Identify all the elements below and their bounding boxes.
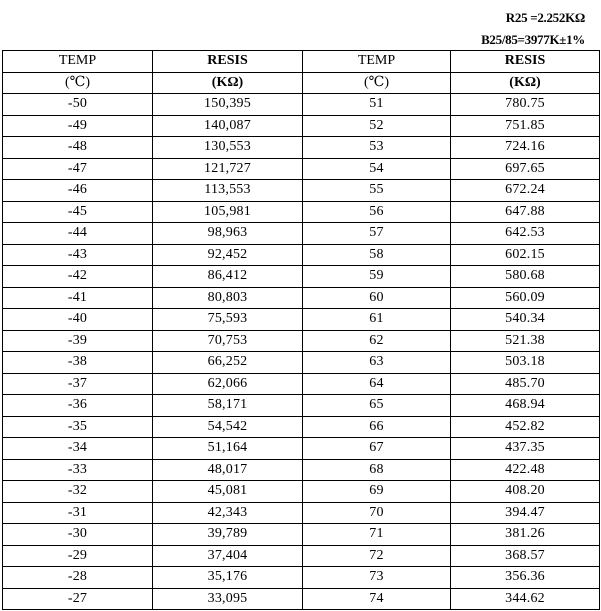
resis-right-cell: 672.24 bbox=[451, 180, 600, 202]
temp-right-cell: 71 bbox=[303, 524, 451, 546]
resis-right-cell: 503.18 bbox=[451, 352, 600, 374]
table-row bbox=[3, 373, 600, 395]
resis-left-cell: 62,066 bbox=[153, 373, 303, 395]
table-body bbox=[3, 94, 600, 610]
header-temp-left: TEMP bbox=[3, 51, 153, 73]
resis-right-cell: 751.85 bbox=[451, 115, 600, 137]
temp-left-cell: -36 bbox=[3, 395, 153, 417]
table-row bbox=[3, 567, 600, 589]
temp-right-cell: 56 bbox=[303, 201, 451, 223]
resis-left-cell: 150,395 bbox=[153, 94, 303, 116]
temp-right-cell: 58 bbox=[303, 244, 451, 266]
temp-right-cell: 54 bbox=[303, 158, 451, 180]
resis-left-cell: 86,412 bbox=[153, 266, 303, 288]
resis-left-cell: 105,981 bbox=[153, 201, 303, 223]
temp-left-cell: -44 bbox=[3, 223, 153, 245]
header-row-labels bbox=[3, 51, 600, 73]
resis-left-cell: 130,553 bbox=[153, 137, 303, 159]
table-row bbox=[3, 201, 600, 223]
temp-left-cell: -45 bbox=[3, 201, 153, 223]
header-resis-left: RESIS bbox=[153, 51, 303, 73]
temp-left-cell: -30 bbox=[3, 524, 153, 546]
table-row bbox=[3, 524, 600, 546]
temp-left-cell: -39 bbox=[3, 330, 153, 352]
resis-right-cell: 344.62 bbox=[451, 588, 600, 610]
temp-left-cell: -48 bbox=[3, 137, 153, 159]
resis-right-cell: 697.65 bbox=[451, 158, 600, 180]
table-row bbox=[3, 352, 600, 374]
temp-right-cell: 72 bbox=[303, 545, 451, 567]
resis-right-cell: 724.16 bbox=[451, 137, 600, 159]
table-row bbox=[3, 588, 600, 610]
table-row bbox=[3, 416, 600, 438]
resis-right-cell: 422.48 bbox=[451, 459, 600, 481]
temp-right-cell: 67 bbox=[303, 438, 451, 460]
table-row bbox=[3, 330, 600, 352]
resis-right-cell: 368.57 bbox=[451, 545, 600, 567]
resis-left-cell: 58,171 bbox=[153, 395, 303, 417]
table-row bbox=[3, 395, 600, 417]
temp-right-cell: 74 bbox=[303, 588, 451, 610]
resis-left-cell: 70,753 bbox=[153, 330, 303, 352]
resis-right-cell: 642.53 bbox=[451, 223, 600, 245]
header-temp-right: TEMP bbox=[303, 51, 451, 73]
resis-left-cell: 33,095 bbox=[153, 588, 303, 610]
temp-left-cell: -47 bbox=[3, 158, 153, 180]
temp-left-cell: -35 bbox=[3, 416, 153, 438]
table-row bbox=[3, 545, 600, 567]
resis-left-cell: 48,017 bbox=[153, 459, 303, 481]
resis-right-cell: 521.38 bbox=[451, 330, 600, 352]
resis-right-cell: 780.75 bbox=[451, 94, 600, 116]
temp-right-cell: 70 bbox=[303, 502, 451, 524]
temp-left-cell: -50 bbox=[3, 94, 153, 116]
temp-left-cell: -28 bbox=[3, 567, 153, 589]
temp-right-cell: 51 bbox=[303, 94, 451, 116]
table-row bbox=[3, 244, 600, 266]
resis-right-cell: 602.15 bbox=[451, 244, 600, 266]
temp-left-cell: -32 bbox=[3, 481, 153, 503]
table-row bbox=[3, 502, 600, 524]
resis-left-cell: 54,542 bbox=[153, 416, 303, 438]
temp-left-cell: -37 bbox=[3, 373, 153, 395]
resis-left-cell: 42,343 bbox=[153, 502, 303, 524]
table-row bbox=[3, 158, 600, 180]
resis-left-cell: 92,452 bbox=[153, 244, 303, 266]
resis-left-cell: 39,789 bbox=[153, 524, 303, 546]
table-row bbox=[3, 481, 600, 503]
temp-right-cell: 60 bbox=[303, 287, 451, 309]
resis-right-cell: 468.94 bbox=[451, 395, 600, 417]
temp-right-cell: 61 bbox=[303, 309, 451, 331]
temp-left-cell: -31 bbox=[3, 502, 153, 524]
resis-right-cell: 437.35 bbox=[451, 438, 600, 460]
table-row bbox=[3, 94, 600, 116]
resis-right-cell: 580.68 bbox=[451, 266, 600, 288]
table-row bbox=[3, 438, 600, 460]
resis-right-cell: 560.09 bbox=[451, 287, 600, 309]
temp-right-cell: 63 bbox=[303, 352, 451, 374]
table-row bbox=[3, 223, 600, 245]
temp-left-cell: -49 bbox=[3, 115, 153, 137]
temp-right-cell: 65 bbox=[303, 395, 451, 417]
temp-left-cell: -41 bbox=[3, 287, 153, 309]
resis-right-cell: 452.82 bbox=[451, 416, 600, 438]
header-row-units bbox=[3, 72, 600, 94]
unit-resis-right: (KΩ) bbox=[451, 72, 600, 94]
temp-left-cell: -33 bbox=[3, 459, 153, 481]
temp-left-cell: -38 bbox=[3, 352, 153, 374]
header-resis-right: RESIS bbox=[451, 51, 600, 73]
resis-left-cell: 98,963 bbox=[153, 223, 303, 245]
temp-right-cell: 59 bbox=[303, 266, 451, 288]
resis-left-cell: 35,176 bbox=[153, 567, 303, 589]
temp-left-cell: -29 bbox=[3, 545, 153, 567]
temp-left-cell: -34 bbox=[3, 438, 153, 460]
temp-right-cell: 62 bbox=[303, 330, 451, 352]
resis-left-cell: 66,252 bbox=[153, 352, 303, 374]
temp-left-cell: -40 bbox=[3, 309, 153, 331]
temp-left-cell: -27 bbox=[3, 588, 153, 610]
table-row bbox=[3, 115, 600, 137]
temp-right-cell: 64 bbox=[303, 373, 451, 395]
r25-spec: R25 =2.252KΩ bbox=[505, 10, 585, 25]
b-value-spec: B25/85=3977K±1% bbox=[481, 32, 585, 47]
resis-right-cell: 356.36 bbox=[451, 567, 600, 589]
temp-right-cell: 66 bbox=[303, 416, 451, 438]
temp-left-cell: -42 bbox=[3, 266, 153, 288]
resis-left-cell: 37,404 bbox=[153, 545, 303, 567]
table-row bbox=[3, 459, 600, 481]
table-row bbox=[3, 287, 600, 309]
resis-right-cell: 647.88 bbox=[451, 201, 600, 223]
unit-temp-right: (℃) bbox=[303, 72, 451, 94]
temp-right-cell: 57 bbox=[303, 223, 451, 245]
unit-temp-left: (℃) bbox=[3, 72, 153, 94]
temp-left-cell: -43 bbox=[3, 244, 153, 266]
resis-right-cell: 485.70 bbox=[451, 373, 600, 395]
table-row bbox=[3, 137, 600, 159]
resis-left-cell: 51,164 bbox=[153, 438, 303, 460]
table-row bbox=[3, 266, 600, 288]
resis-left-cell: 113,553 bbox=[153, 180, 303, 202]
resis-left-cell: 45,081 bbox=[153, 481, 303, 503]
resis-left-cell: 121,727 bbox=[153, 158, 303, 180]
resis-left-cell: 140,087 bbox=[153, 115, 303, 137]
resistance-temperature-table bbox=[2, 50, 600, 610]
temp-right-cell: 53 bbox=[303, 137, 451, 159]
table-row bbox=[3, 309, 600, 331]
temp-right-cell: 69 bbox=[303, 481, 451, 503]
resis-right-cell: 540.34 bbox=[451, 309, 600, 331]
resis-right-cell: 394.47 bbox=[451, 502, 600, 524]
temp-right-cell: 55 bbox=[303, 180, 451, 202]
temp-right-cell: 52 bbox=[303, 115, 451, 137]
resis-left-cell: 75,593 bbox=[153, 309, 303, 331]
temp-left-cell: -46 bbox=[3, 180, 153, 202]
resis-right-cell: 408.20 bbox=[451, 481, 600, 503]
unit-resis-left: (KΩ) bbox=[153, 72, 303, 94]
temp-right-cell: 68 bbox=[303, 459, 451, 481]
table-row bbox=[3, 180, 600, 202]
temp-right-cell: 73 bbox=[303, 567, 451, 589]
resis-left-cell: 80,803 bbox=[153, 287, 303, 309]
resis-right-cell: 381.26 bbox=[451, 524, 600, 546]
